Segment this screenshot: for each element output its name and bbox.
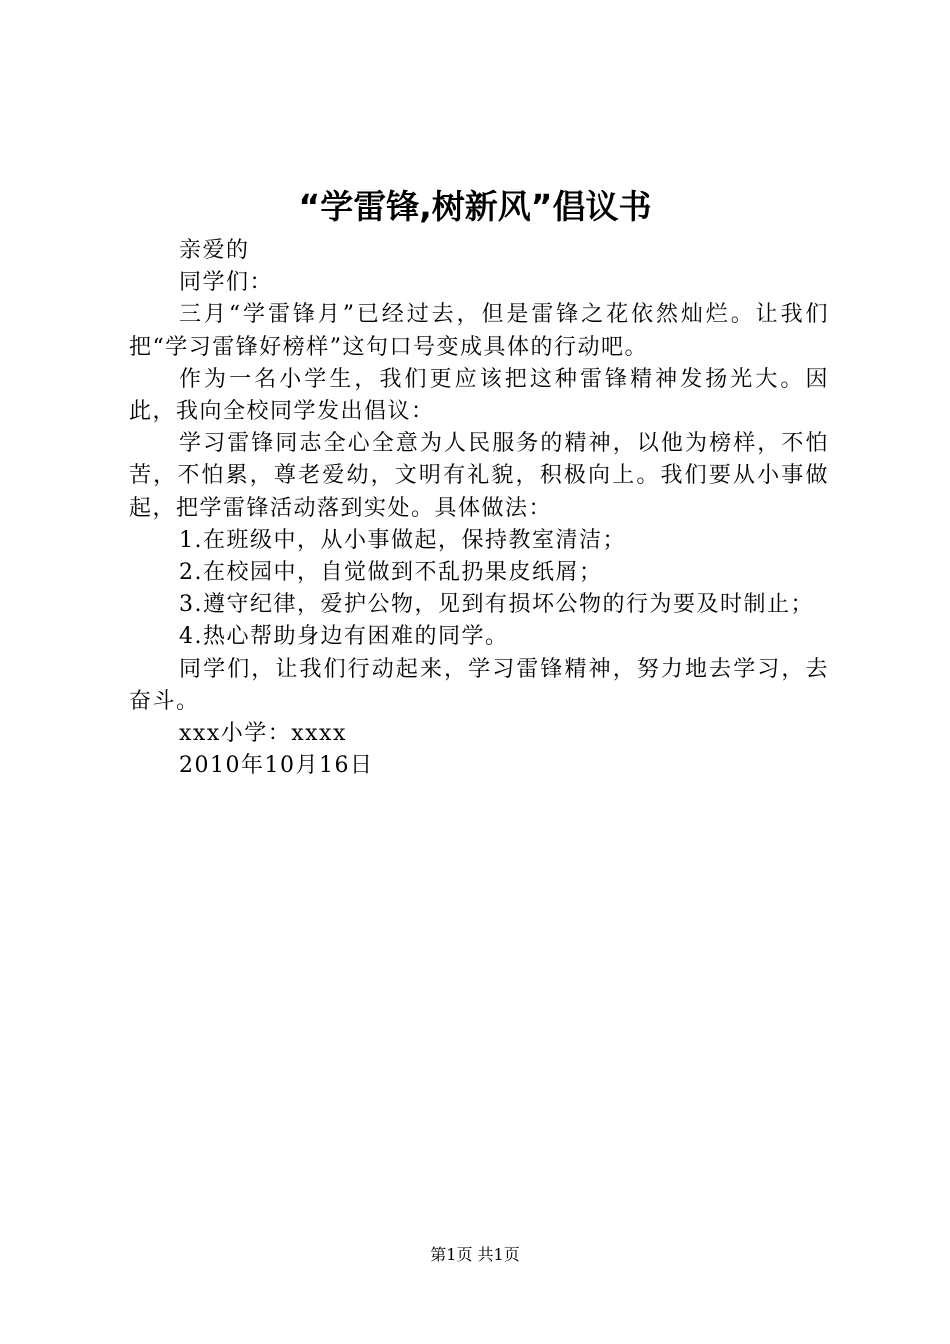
list-item: 2.在校园中，自觉做到不乱扔果皮纸屑； [179, 560, 603, 586]
list-item: 1.在班级中，从小事做起，保持教室清洁； [179, 527, 626, 553]
salutation-line-1: 亲爱的 [179, 238, 250, 263]
salutation-line-2: 同学们： [179, 270, 274, 296]
date-line: 2010年10月16日 [179, 753, 374, 779]
document-body [129, 235, 829, 782]
body-paragraph: 作为一名小学生，我们更应该把这种雷锋精神发扬光大。因此，我向全校同学发出倡议： [129, 366, 829, 425]
list-item: 4.热心帮助身边有困难的同学。 [179, 624, 509, 650]
list-item: 3.遵守纪律，爱护公物，见到有损坏公物的行为要及时制止； [179, 592, 814, 618]
signature-line: xxx小学：xxxx [179, 721, 347, 747]
closing-paragraph: 同学们，让我们行动起来，学习雷锋精神，努力地去学习，去奋斗。 [129, 656, 829, 714]
page-footer: 第1页 共1页 [430, 1245, 520, 1264]
document-title: “学雷锋,树新风”倡议书 [298, 187, 652, 226]
body-paragraph: 学习雷锋同志全心全意为人民服务的精神，以他为榜样，不怕苦，不怕累，尊老爱幼，文明有礼貌，积极向上。我们要从小事做起，把学雷锋活动落到实处。具体做法： [129, 431, 829, 521]
body-paragraph: 三月“学雷锋月”已经过去，但是雷锋之花依然灿烂。让我们把“学习雷锋好榜样”这句口号变成具体的行动吧。 [129, 302, 829, 360]
